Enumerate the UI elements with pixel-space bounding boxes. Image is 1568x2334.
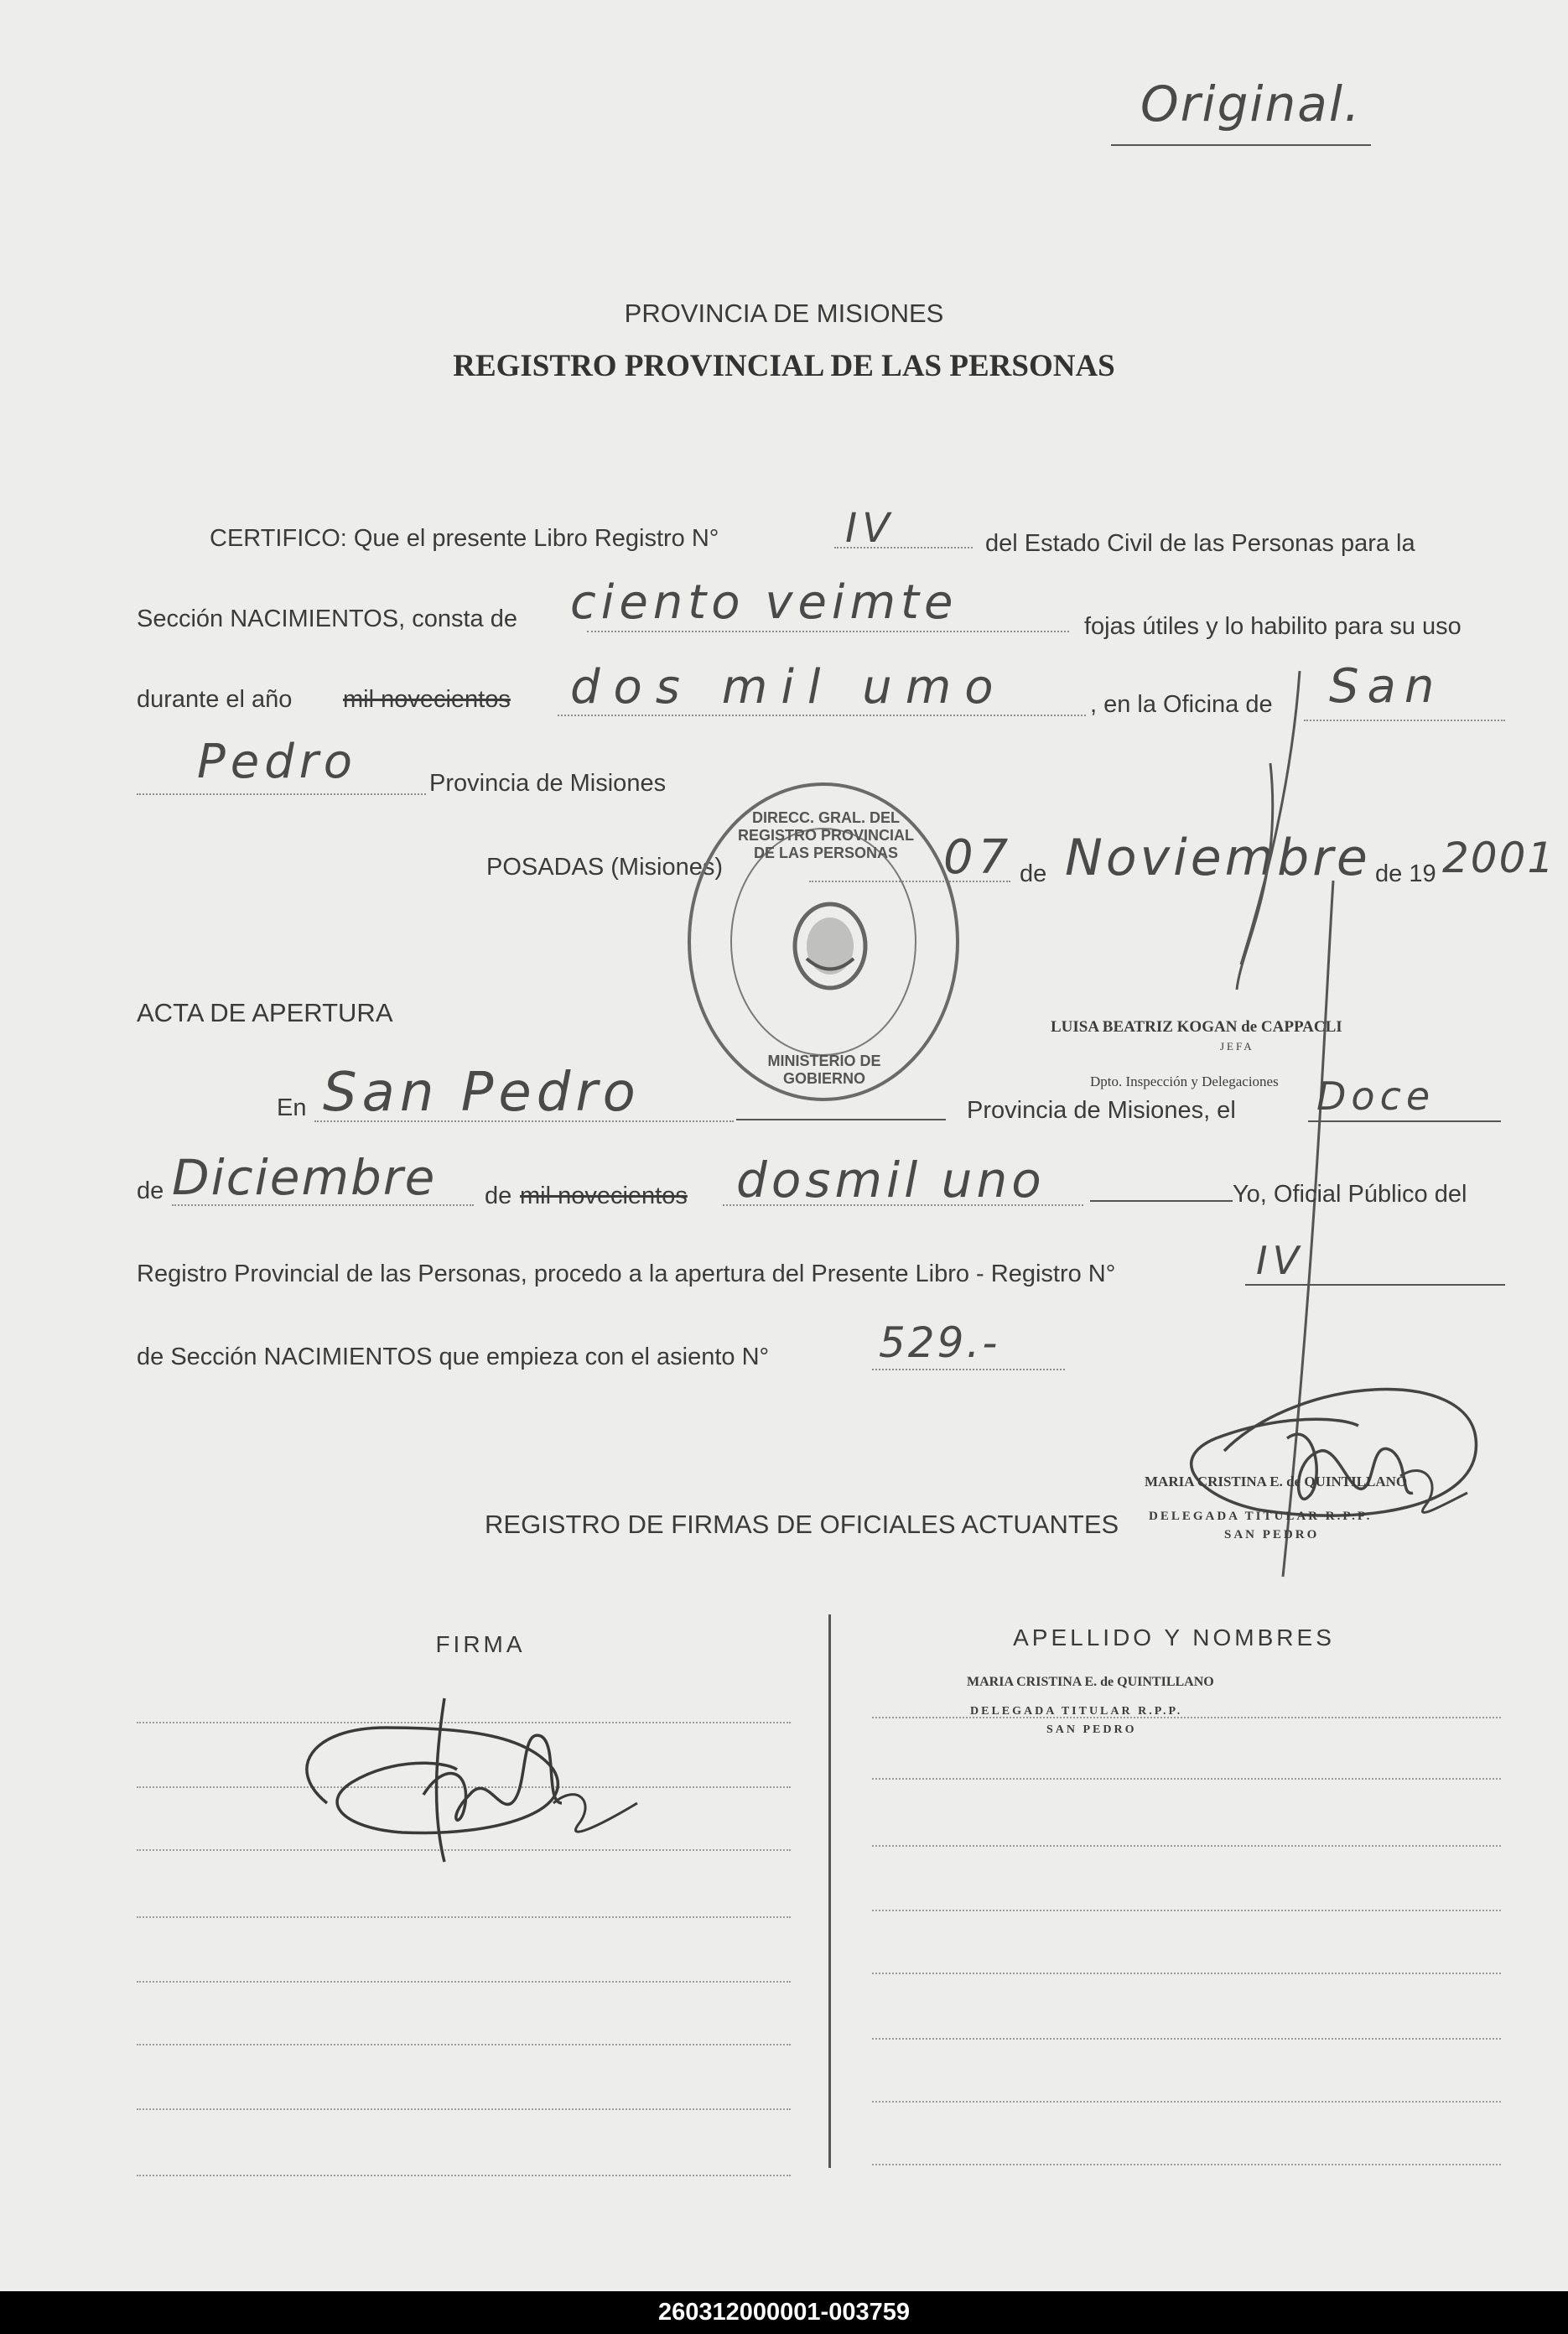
cert-office-field-2 [137,793,426,795]
nombres-stamp-place: SAN PEDRO [1046,1723,1137,1736]
oficial-stamp-role: DELEGADA TITULAR R.P.P. [1149,1510,1373,1523]
firmas-title: REGISTRO DE FIRMAS DE OFICIALES ACTUANTES [485,1510,1119,1539]
apertura-month-value: Diciembre [172,1149,437,1206]
apertura-year-struck: mil novecientos [520,1183,688,1209]
cert-fojas-value: ciento veimte [570,575,958,630]
apertura-l2-a: de [137,1177,164,1204]
cert-line1-a: CERTIFICO: Que el presente Libro Registro N° [210,525,719,552]
cert-book-number: IV [845,505,895,552]
cert-line3-a: durante el año [137,686,293,713]
firma-row-rule [137,1981,791,1983]
firmas-col-nombres: APELLIDO Y NOMBRES [1013,1624,1335,1650]
apertura-day-value: Doce [1316,1073,1436,1119]
apertura-book-number: IV [1256,1238,1305,1283]
firma-row-rule [137,2175,791,2176]
nombres-stamp-role: DELEGADA TITULAR R.P.P. [970,1705,1183,1718]
oficial-stamp-name: MARIA CRISTINA E. de QUINTILLANO [1145,1474,1408,1489]
firmas-col-firma: FIRMA [435,1631,526,1657]
cert-office-value-2: Pedro [197,735,358,789]
jefa-stamp-role: JEFA [1220,1040,1254,1053]
oficial-stamp-place: SAN PEDRO [1224,1528,1320,1541]
firmas-column-divider [828,1614,831,2168]
apertura-year-value: dosmil uno [736,1151,1046,1209]
firma-row-rule [137,1916,791,1918]
apertura-num-line [1245,1284,1505,1286]
jefa-stamp-name: LUISA BEATRIZ KOGAN de CAPPACLI [1051,1018,1342,1036]
apertura-l3-a: Registro Provincial de las Personas, procedo a la apertura del Presente Libro - Registro N° [137,1261,1116,1287]
cert-month-value: Noviembre [1065,829,1371,887]
apertura-day-line [1308,1120,1501,1122]
cert-fojas-field [587,631,1069,632]
cert-line2-a: Sección NACIMIENTOS, consta de [137,606,517,632]
firma-row-rule [137,2108,791,2110]
cert-day-value: 07 [943,830,1014,885]
apertura-l4-a: de Sección NACIMIENTOS que empieza con el asiento N° [137,1344,770,1370]
round-seal-outer-text: DIRECC. GRAL. DEL REGISTRO PROVINCIAL DE LAS PERSONAS [737,809,914,861]
nombre-row-rule [872,1845,1501,1847]
nombre-row-rule [872,2038,1501,2040]
cert-place: POSADAS (Misiones) [486,854,724,881]
apertura-place-line [736,1119,946,1120]
cert-de-2: de 19 [1375,860,1436,887]
cert-year-2001: 2001 [1442,834,1556,882]
original-annotation: Original. [1140,75,1362,133]
cert-line3-b: , en la Oficina de [1090,691,1273,718]
cert-year-value: dos mil umo [570,660,1007,715]
firma-row-rule [137,2044,791,2045]
province-title: PROVINCIA DE MISIONES [624,299,944,328]
cert-line2-b: fojas útiles y lo habilito para su uso [1084,613,1462,640]
apertura-l1-a: En [277,1094,307,1121]
oficial-signature-top [1149,1359,1501,1585]
apertura-l1-b: Provincia de Misiones, el [967,1097,1236,1124]
apertura-year-line [1090,1200,1233,1202]
nombre-row-rule [872,1910,1501,1911]
apertura-l2-b: Yo, Oficial Público del [1233,1181,1467,1208]
firma-signature [277,1677,654,1879]
cert-line1-b: del Estado Civil de las Personas para la [985,530,1415,557]
nombre-row-rule [872,2101,1501,2103]
nombres-stamp-name: MARIA CRISTINA E. de QUINTILLANO [967,1675,1214,1689]
apertura-title: ACTA DE APERTURA [137,998,393,1027]
jefa-stamp-dept: Dpto. Inspección y Delegaciones [1090,1073,1279,1089]
cert-year-struck: mil novecientos [343,686,511,713]
round-seal-inner-text: MINISTERIO DE GOBIERNO [767,1053,881,1087]
cert-office-value: San [1329,659,1443,714]
nombre-row-rule [872,1778,1501,1780]
original-underline [1111,144,1371,146]
apertura-l2-de: de [485,1183,512,1209]
cert-line4-b: Provincia de Misiones [429,770,667,797]
apertura-place-value: San Pedro [323,1062,641,1124]
nombre-row-rule [872,1717,1501,1718]
nombre-row-rule [872,2164,1501,2165]
document-id-footer: 260312000001-003759 [0,2291,1568,2334]
cert-de-1: de [1020,860,1047,887]
registry-title: REGISTRO PROVINCIAL DE LAS PERSONAS [453,349,1115,383]
cert-year-field [558,715,1086,716]
apertura-asiento-value: 529.- [879,1318,1000,1367]
apertura-asiento-field [872,1369,1065,1370]
nombre-row-rule [872,1973,1501,1974]
